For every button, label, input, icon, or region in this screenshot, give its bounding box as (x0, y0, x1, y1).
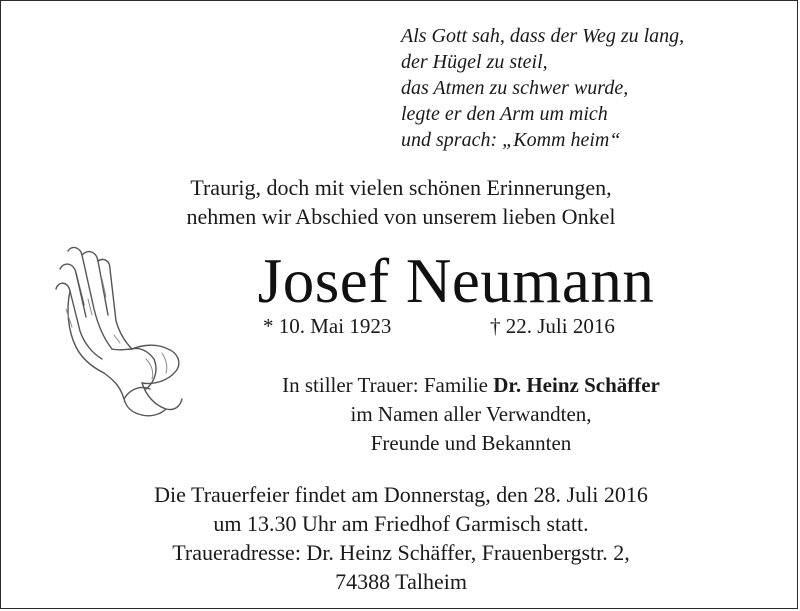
service-line: Traueradresse: Dr. Heinz Schäffer, Frauenbergstr. 2, (172, 540, 630, 565)
mourners-line: Freunde und Bekannten (370, 431, 572, 455)
intro-line: Traurig, doch mit vielen schönen Erinnerungen, (190, 175, 612, 200)
mourners-line (206, 371, 736, 400)
intro-line: nehmen wir Abschied von unserem lieben Onkel (186, 204, 616, 229)
poem-line: Als Gott sah, dass der Weg zu lang, (401, 25, 685, 47)
poem-line: das Atmen zu schwer wurde, (401, 77, 629, 99)
mourners-line: im Namen aller Verwandten, (350, 402, 592, 426)
service-line: um 13.30 Uhr am Friedhof Garmisch statt. (213, 511, 589, 536)
family-name: Dr. Heinz Schäffer (493, 373, 660, 397)
mourners-block (206, 371, 736, 458)
service-line: 74388 Talheim (335, 569, 467, 594)
poem (401, 23, 684, 153)
death-date: † 22. Juli 2016 (490, 314, 615, 338)
poem-line: legte er den Arm um mich (401, 103, 608, 125)
mourners-prefix: In stiller Trauer: Familie (282, 373, 494, 397)
birth-date: * 10. Mai 1923 (263, 314, 392, 338)
deceased-name: Josef Neumann (257, 246, 655, 316)
intro-text (1, 173, 800, 231)
praying-hands-icon (46, 239, 186, 419)
poem-line: und sprach: „Komm heim“ (401, 129, 621, 151)
poem-line: der Hügel zu steil, (401, 51, 548, 73)
service-line: Die Trauerfeier findet am Donnerstag, den 28. Juli 2016 (154, 482, 648, 507)
service-info (1, 480, 800, 596)
